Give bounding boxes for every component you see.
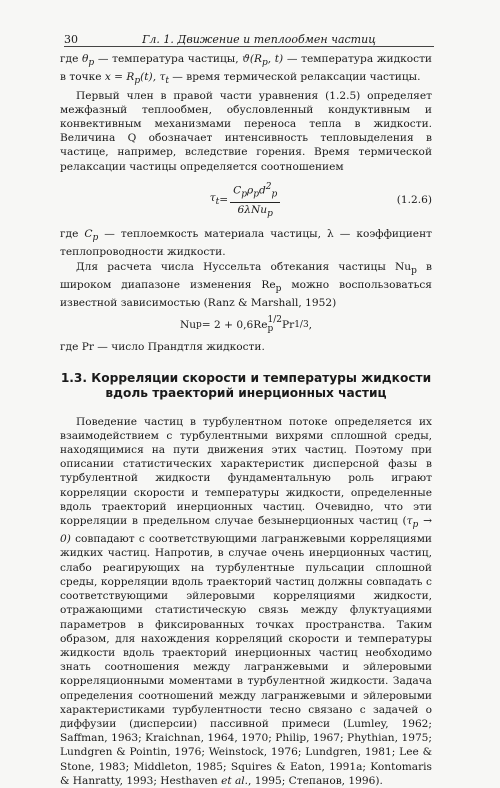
math-symbol: d: [258, 184, 266, 197]
eq-fraction: [230, 180, 280, 221]
running-header: [64, 30, 434, 47]
math-subscript: p: [271, 189, 278, 200]
section-title-line: вдоль траекторий инерционных частиц: [105, 385, 387, 400]
math-superscript: 1/3: [294, 320, 309, 331]
math-symbol: 6λNu: [237, 203, 268, 216]
math-subscript: p: [253, 189, 259, 200]
paragraph-nusselt: [60, 260, 432, 311]
math-symbol: τ: [406, 514, 413, 527]
fraction-denominator: [235, 203, 276, 221]
text-span: — температура частицы,: [94, 53, 243, 65]
math-subscript: t: [165, 76, 169, 87]
math-symbol: ,: [308, 319, 313, 332]
math-tau-t: [159, 71, 169, 87]
math-subscript: p: [411, 265, 417, 276]
math-subscript: p: [196, 320, 202, 331]
math-symbol: ϑ(R: [242, 53, 262, 65]
text-span: Для расчета числа Нуссельта обтекания частицы Nu: [76, 260, 412, 273]
math-subscript: t: [215, 197, 220, 208]
math-subscript: p: [241, 189, 247, 200]
paragraph-heat-exchange: Первый член в правой части уравнения (1.2.5) определяет межфазный теплообмен, обусловленный кондуктивным и конвективным механизмами переноса тепла в жидкости. Величина Q обозначает интенсивность тепловыделения в частице, например, вследствие горения. Время термической релаксации частицы определяется соотношением: [60, 89, 432, 173]
eq-lhs: [210, 191, 220, 209]
text-span: совпадают с соответствующими лагранжевыми корреляциями жидких частиц. Напротив, в случае очень инерционных частиц, слабо реагирующих на турбулентные пульсации сплошной среды, корреляции вдоль траекторий частиц должны совпадать с соответствующими эйлеровыми корреляциями жидкости, отражающими статистическую связь между флуктуациями параметров в фиксированных точках пространства. Таким образом, для нахождения корреляций скорости и температуры жидкости вдоль траекторий инерционных частиц необходимо знать соотношения между лагранжевыми и эйлеровыми корреляционными моментами в турбулентной жидкости. Задача определения соотношений между лагранжевыми и эйлеровыми характеристиками турбулентности тесно связано с задачей о диффузии (дисперсии) пассивной примеси (Lumley, 1962; Saffman, 1963; Kraichnan, 1964, 1970; Philip, 1967; Phythian, 1975; Lundgren & Pointin, 1976; Weinstock, 1976; Lundgren, 1981; Lee & Stone, 1983; Middleton, 1985; Squires & Eaton, 1991a; Kontomaris & Hanratty, 1993; Hesthaven: [60, 533, 432, 787]
math-symbol: ρ: [246, 184, 254, 197]
text-span: в широком диапазоне изменения Re: [60, 260, 432, 291]
math-symbol: = 2 + 0,6Re: [201, 319, 268, 332]
paragraph-cp: [60, 227, 432, 260]
text-span: где: [60, 53, 79, 65]
text-span: Поведение частиц в турбулентном потоке определяется их взаимодействием с турбулентными вихрями сплошной среды, находящимися на пути движения этих частиц. Поэтому при описании статистических характеристик дисперсной фазы в турбулентной жидкости фундаментальную роль играют корреляции скорости и температуры жидкости, определенные вдоль траекторий инерционных частиц. Очевидно, что эти корреляции в предельном случае безынерционных частиц (: [60, 415, 432, 527]
equation-ranz-marshall: [60, 316, 432, 334]
eq-equals: =: [219, 194, 229, 207]
text-span: — температура жидкости в точке: [60, 53, 432, 84]
text-span: можно воспользоваться известной зависимостью (Ranz & Marshall, 1952): [60, 278, 432, 310]
math-subscript: p: [92, 233, 99, 244]
page-number: 30: [64, 33, 78, 46]
text-span: — время термической релаксации частицы.: [168, 71, 421, 84]
math-subscript: p: [267, 324, 274, 335]
math-subscript: p: [412, 520, 419, 531]
math-theta-p: [82, 53, 95, 69]
section-heading: [60, 371, 432, 401]
paragraph-variables: [60, 52, 432, 89]
math-symbol: τ: [209, 192, 216, 205]
equation-1-2-6: [60, 180, 432, 221]
text-span: — теплоемкость материала частицы, λ — коэффициент теплопроводности жидкости.: [60, 228, 432, 259]
math-symbol: , t): [267, 53, 284, 65]
math-symbol: (t),: [140, 71, 160, 84]
math-subscript: p: [267, 208, 273, 219]
text-span: et al.: [221, 774, 249, 787]
page-body: [60, 52, 432, 788]
math-symbol: Pr: [281, 319, 295, 332]
math-symbol: x = R: [104, 71, 135, 84]
math-subscript: p: [88, 58, 95, 69]
fraction-numerator: [230, 180, 280, 203]
running-title: Гл. 1. Движение и теплообмен частиц: [142, 33, 376, 46]
math-subscript: p: [261, 58, 268, 69]
math-symbol: → 0): [60, 514, 433, 546]
section-title-line: 1.3. Корреляции скорости и температуры жидкости: [60, 370, 432, 385]
math-theta-r: [242, 53, 284, 69]
math-symbol: τ: [159, 71, 166, 84]
math-symbol: Nu: [179, 319, 197, 332]
math-subscript: p: [275, 283, 282, 294]
math-cp: [84, 228, 99, 244]
re-scripts: [268, 316, 282, 334]
text-span: где: [60, 228, 85, 240]
math-symbol: θ: [82, 53, 89, 65]
paragraph-correlations: [60, 415, 432, 788]
math-symbol: C: [233, 184, 242, 197]
math-x-eq: [104, 71, 160, 87]
equation-number: (1.2.6): [396, 194, 432, 207]
math-subscript: p: [134, 76, 141, 87]
math-symbol: C: [84, 228, 93, 240]
text-span: , 1995; Степанов, 1996).: [248, 774, 383, 787]
math-superscript: 1/2: [267, 315, 282, 326]
math-superscript: 2: [265, 181, 272, 192]
paragraph-prandtl: где Pr — число Прандтля жидкости.: [60, 341, 265, 354]
